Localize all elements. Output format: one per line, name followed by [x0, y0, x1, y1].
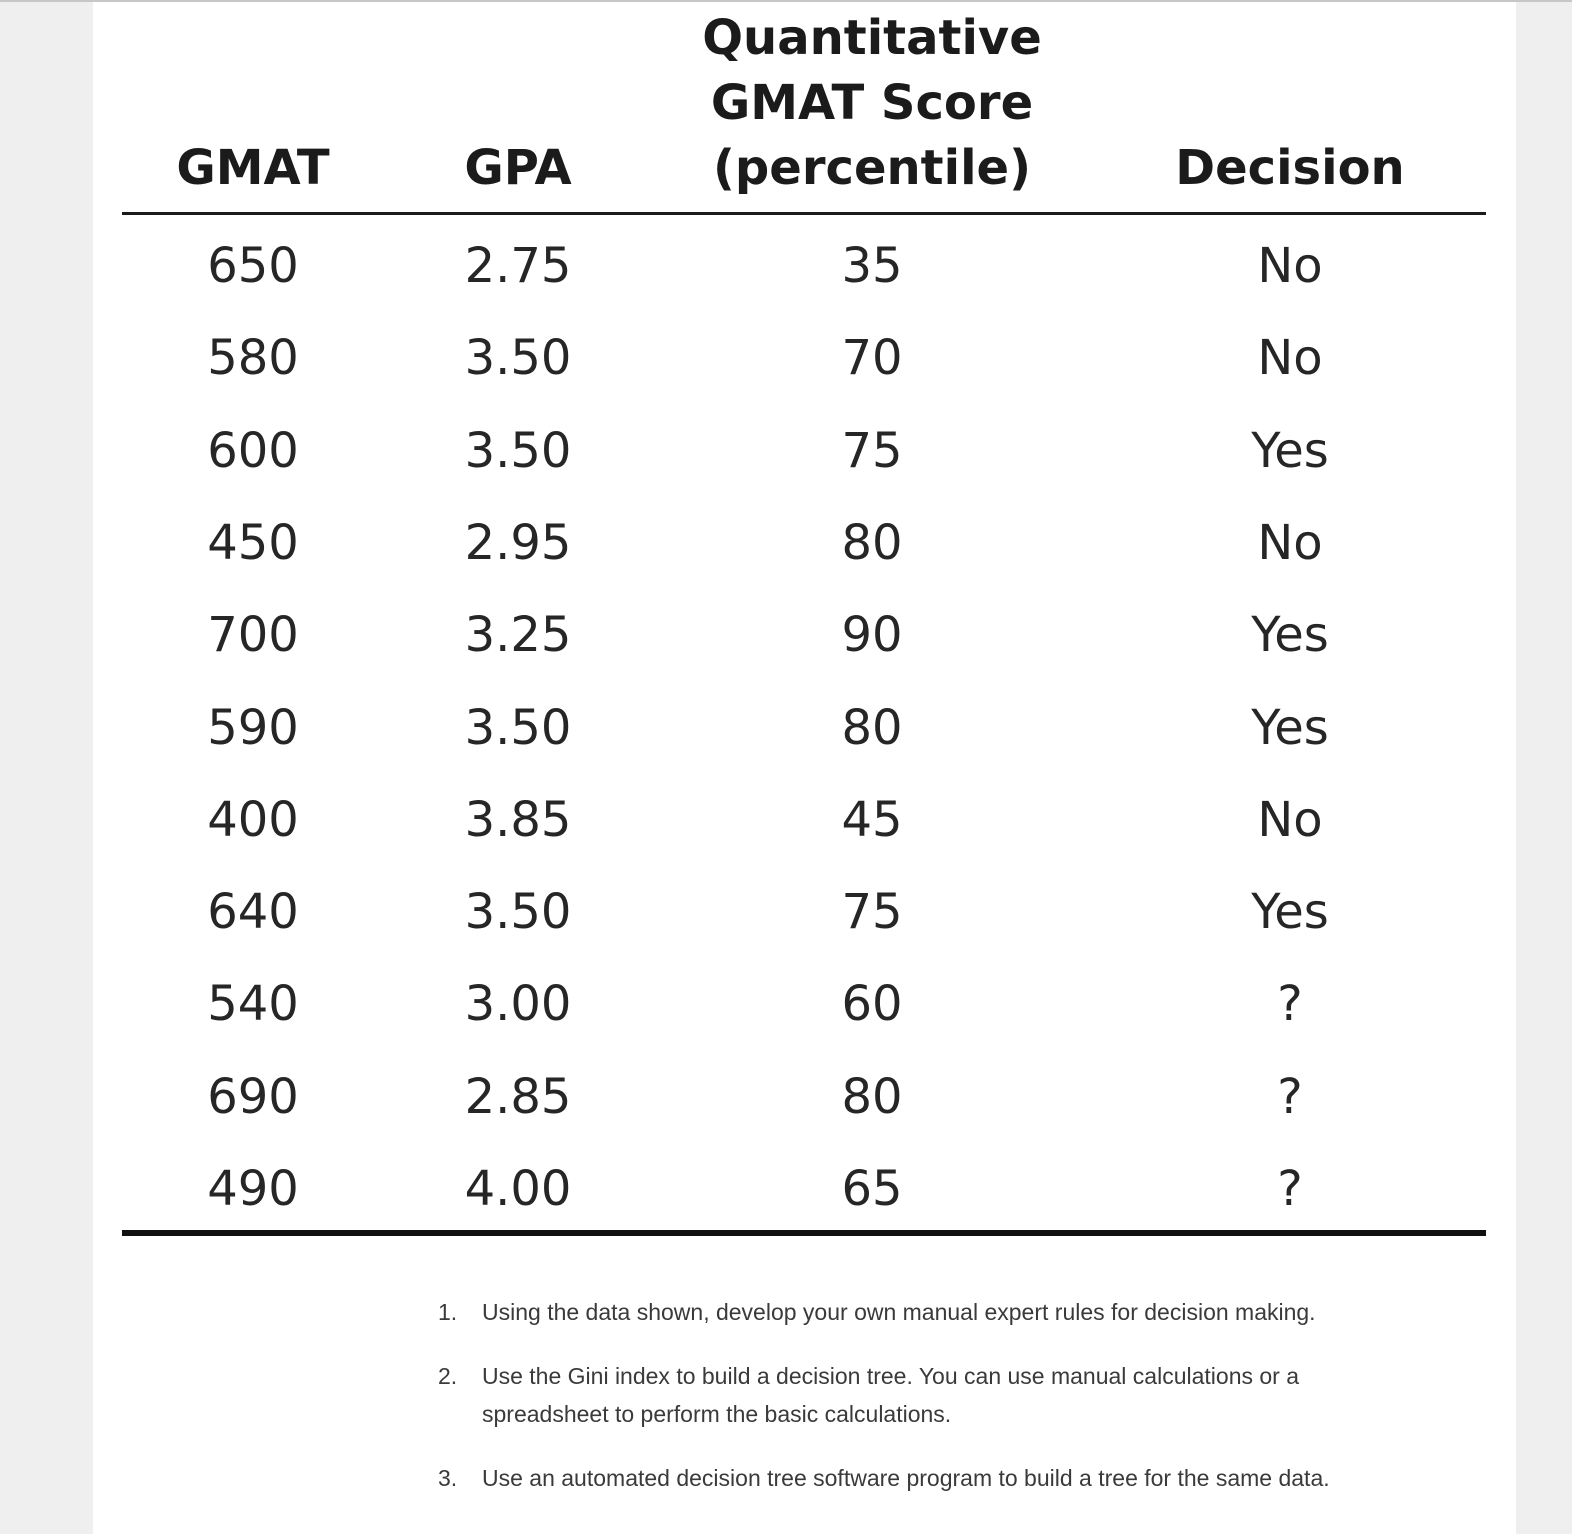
cell-decision: ? — [1277, 1161, 1303, 1217]
header-rule — [122, 212, 1486, 215]
question-number: 2. — [438, 1363, 458, 1389]
table-row — [0, 312, 1572, 404]
table-row — [0, 1051, 1572, 1143]
question-item — [438, 1459, 1518, 1497]
cell-gpa: 2.75 — [464, 238, 572, 294]
cell-decision: No — [1257, 330, 1323, 387]
cell-quant-score: 80 — [841, 514, 903, 571]
cell-gpa: 3.50 — [464, 884, 572, 941]
cell-gmat: 640 — [207, 884, 299, 941]
cell-gmat: 400 — [207, 791, 299, 848]
question-text: Use an automated decision tree software program to build a tree for the same data. — [482, 1465, 1330, 1491]
cell-quant-score: 80 — [841, 1068, 903, 1125]
cell-quant-score: 80 — [841, 699, 903, 756]
table-row — [0, 682, 1572, 774]
cell-gmat: 650 — [207, 238, 299, 294]
cell-decision: ? — [1277, 976, 1303, 1033]
cell-decision: No — [1257, 791, 1323, 848]
table-row — [0, 220, 1572, 312]
table-bottom-rule — [122, 1230, 1486, 1236]
cell-gpa: 3.50 — [464, 330, 572, 387]
cell-gmat: 690 — [207, 1068, 299, 1125]
cell-quant-score: 70 — [841, 330, 903, 387]
cell-gpa: 3.00 — [464, 976, 572, 1033]
header-quant-line3: (percentile) — [712, 140, 1032, 196]
cell-gpa: 3.25 — [464, 607, 572, 664]
table-row — [0, 405, 1572, 497]
header-quant-line1: Quantitative — [702, 10, 1042, 66]
cell-decision: Yes — [1251, 422, 1329, 479]
cell-decision: No — [1257, 514, 1323, 571]
table-row — [0, 958, 1572, 1050]
cell-quant-score: 60 — [841, 976, 903, 1033]
table-row — [0, 1143, 1572, 1235]
question-item — [438, 1293, 1518, 1331]
cell-quant-score: 35 — [841, 238, 903, 294]
cell-gpa: 3.50 — [464, 422, 572, 479]
cell-decision: Yes — [1251, 699, 1329, 756]
cell-decision: Yes — [1251, 607, 1329, 664]
table-row — [0, 497, 1572, 589]
cell-quant-score: 90 — [841, 607, 903, 664]
cell-quant-score: 75 — [841, 884, 903, 941]
cell-decision: No — [1257, 238, 1323, 294]
cell-gpa: 2.95 — [464, 514, 572, 571]
cell-gmat: 490 — [207, 1161, 299, 1217]
cell-gmat: 540 — [207, 976, 299, 1033]
cell-quant-score: 75 — [841, 422, 903, 479]
cell-gmat: 450 — [207, 514, 299, 571]
cell-gmat: 600 — [207, 422, 299, 479]
cell-gpa: 4.00 — [464, 1161, 572, 1217]
table-row — [0, 589, 1572, 681]
cell-decision: Yes — [1251, 884, 1329, 941]
cell-gmat: 700 — [207, 607, 299, 664]
cell-decision: ? — [1277, 1068, 1303, 1125]
header-quant-line2: GMAT Score — [710, 75, 1034, 131]
cell-gpa: 3.50 — [464, 699, 572, 756]
question-number: 3. — [438, 1465, 458, 1491]
header-decision: Decision — [1175, 140, 1405, 196]
table-row — [0, 866, 1572, 958]
cell-quant-score: 65 — [841, 1161, 903, 1217]
question-list — [438, 1293, 1518, 1523]
cell-gpa: 2.85 — [464, 1068, 572, 1125]
question-text: Use the Gini index to build a decision tree. You can use manual calculations or a spreadsheet to perform the basic calculations. — [482, 1363, 1300, 1427]
header-gpa: GPA — [464, 140, 572, 196]
question-number: 1. — [438, 1299, 458, 1325]
cell-gpa: 3.85 — [464, 791, 572, 848]
cell-quant-score: 45 — [841, 791, 903, 848]
question-text: Using the data shown, develop your own manual expert rules for decision making. — [482, 1299, 1316, 1325]
question-item — [438, 1357, 1518, 1433]
table-row — [0, 774, 1572, 866]
cell-gmat: 580 — [207, 330, 299, 387]
header-gmat: GMAT — [176, 140, 330, 196]
cell-gmat: 590 — [207, 699, 299, 756]
